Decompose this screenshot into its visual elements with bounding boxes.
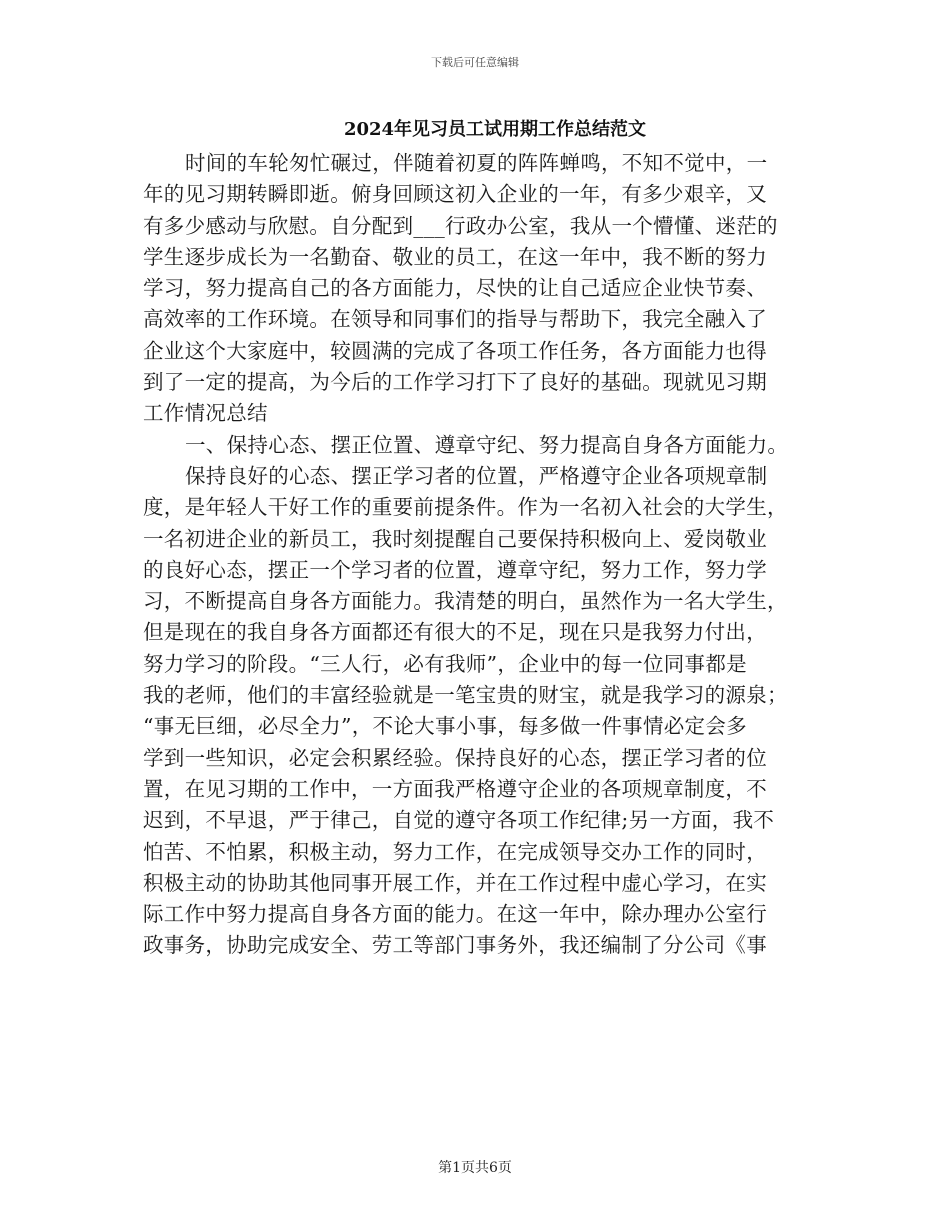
- paragraph-line: 度，是年轻人干好工作的重要前提条件。作为一名初入社会的大学生，: [143, 495, 788, 520]
- paragraph-line: 学到一些知识，必定会积累经验。保持良好的心态，摆正学习者的位: [143, 745, 767, 770]
- paragraph-line: “事无巨细，必尽全力”，不论大事小事，每多做一件事情必定会多: [143, 714, 747, 739]
- paragraph-line: 有多少感动与欣慰。自分配到___行政办公室，我从一个懵懂、迷茫的: [143, 213, 778, 238]
- paragraph-line: 政事务，协助完成安全、劳工等部门事务外，我还编制了分公司《事: [143, 933, 767, 958]
- paragraph-line: 习，不断提高自身各方面能力。我清楚的明白，虽然作为一名大学生，: [143, 589, 788, 614]
- section-heading: 一、保持心态、摆正位置、遵章守纪、努力提高自身各方面能力。: [185, 432, 789, 457]
- paragraph-line: 工作情况总结: [143, 401, 268, 426]
- paragraph-line: 保持良好的心态、摆正学习者的位置，严格遵守企业各项规章制: [185, 463, 768, 488]
- page-number: 第1页共6页: [438, 1160, 512, 1176]
- paragraph-line: 迟到，不早退，严于律己，自觉的遵守各项工作纪律;另一方面，我不: [143, 808, 775, 833]
- paragraph-line: 一名初进企业的新员工，我时刻提醒自己要保持积极向上、爱岗敬业: [143, 526, 767, 551]
- document-body: [143, 148, 813, 962]
- header-note: 下载后可任意编辑: [431, 56, 519, 69]
- paragraph-line: 置，在见习期的工作中，一方面我严格遵守企业的各项规章制度，不: [143, 776, 767, 801]
- document-title: 2024年见习员工试用期工作总结范文: [343, 119, 647, 140]
- paragraph-line: 企业这个大家庭中，较圆满的完成了各项工作任务，各方面能力也得: [143, 338, 767, 363]
- paragraph-line: 努力学习的阶段。“三人行，必有我师”，企业中的每一位同事都是: [143, 651, 747, 676]
- paragraph-line: 但是现在的我自身各方面都还有很大的不足，现在只是我努力付出，: [143, 620, 767, 645]
- paragraph-line: 到了一定的提高，为今后的工作学习打下了良好的基础。现就见习期: [143, 370, 767, 395]
- paragraph-line: 怕苦、不怕累，积极主动，努力工作，在完成领导交办工作的同时，: [143, 839, 767, 864]
- paragraph-line: 我的老师，他们的丰富经验就是一笔宝贵的财宝，就是我学习的源泉；: [143, 683, 788, 708]
- paragraph-line: 高效率的工作环境。在领导和同事们的指导与帮助下，我完全融入了: [143, 307, 767, 332]
- paragraph-line: 年的见习期转瞬即逝。俯身回顾这初入企业的一年，有多少艰辛，又: [143, 182, 767, 207]
- paragraph-line: 学习，努力提高自己的各方面能力，尽快的让自己适应企业快节奏、: [143, 276, 767, 301]
- paragraph-line: 时间的车轮匆忙碾过，伴随着初夏的阵阵蝉鸣，不知不觉中，一: [185, 151, 768, 175]
- paragraph-line: 积极主动的协助其他同事开展工作，并在工作过程中虚心学习，在实: [143, 870, 767, 895]
- paragraph-line: 际工作中努力提高自身各方面的能力。在这一年中，除办理办公室行: [143, 902, 767, 927]
- paragraph-line: 的良好心态，摆正一个学习者的位置，遵章守纪，努力工作，努力学: [143, 557, 767, 582]
- paragraph-line: 学生逐步成长为一名勤奋、敬业的员工，在这一年中，我不断的努力: [143, 244, 767, 269]
